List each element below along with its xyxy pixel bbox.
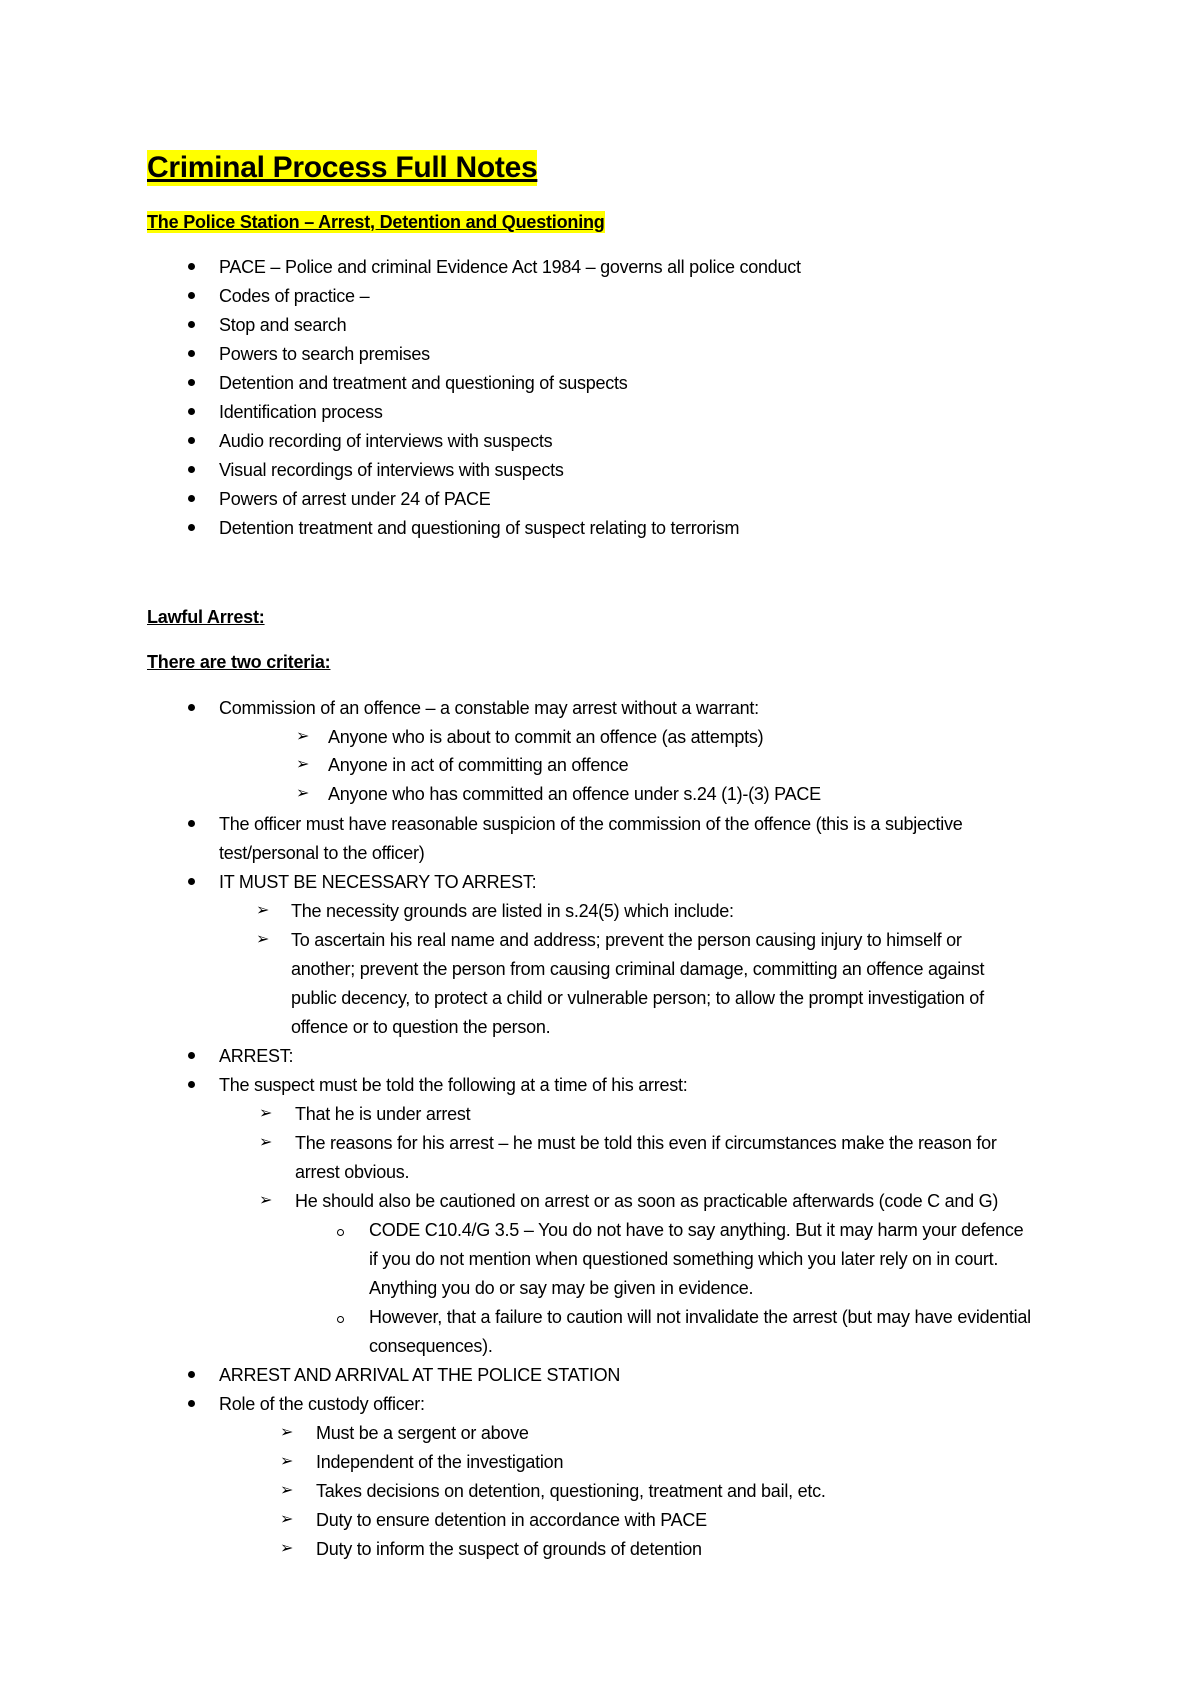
sub-list-item: Anyone who is about to commit an offence (as attempts) bbox=[328, 727, 764, 747]
bullet-icon bbox=[188, 820, 195, 827]
bullet-icon bbox=[188, 1371, 195, 1378]
bullet-icon bbox=[188, 495, 195, 502]
bullet-icon bbox=[188, 1081, 195, 1088]
sub-list-item: Duty to ensure detention in accordance with PACE bbox=[316, 1510, 707, 1530]
arrow-bullet-icon: ➢ bbox=[259, 1192, 273, 1209]
sub-list-item: The reasons for his arrest – he must be told this even if circumstances make the reason for bbox=[295, 1133, 997, 1153]
list-item: Stop and search bbox=[219, 315, 347, 335]
bullet-icon bbox=[188, 263, 195, 270]
list-item: The suspect must be told the following at a time of his arrest: bbox=[219, 1075, 688, 1095]
bullet-icon bbox=[188, 379, 195, 386]
list-item: Visual recordings of interviews with suspects bbox=[219, 460, 564, 480]
list-item: Identification process bbox=[219, 402, 383, 422]
sub-list-item-continuation: another; prevent the person from causing criminal damage, committing an offence against bbox=[291, 959, 985, 979]
sub-sub-list-item-continuation: if you do not mention when questioned something which you later rely on in court. bbox=[369, 1249, 999, 1269]
arrow-bullet-icon: ➢ bbox=[280, 1540, 294, 1557]
arrow-bullet-icon: ➢ bbox=[280, 1424, 294, 1441]
criteria-heading: There are two criteria: bbox=[147, 652, 331, 672]
bullet-icon bbox=[188, 524, 195, 531]
arrow-bullet-icon: ➢ bbox=[280, 1482, 294, 1499]
list-item: Codes of practice – bbox=[219, 286, 370, 306]
arrow-bullet-icon: ➢ bbox=[280, 1511, 294, 1528]
sub-list-item: That he is under arrest bbox=[295, 1104, 471, 1124]
list-item: ARREST AND ARRIVAL AT THE POLICE STATION bbox=[219, 1365, 621, 1385]
circle-bullet-icon bbox=[337, 1229, 344, 1236]
bullet-icon bbox=[188, 321, 195, 328]
arrow-bullet-icon: ➢ bbox=[259, 1105, 273, 1122]
sub-sub-list-item: However, that a failure to caution will not invalidate the arrest (but may have evidential bbox=[369, 1307, 1031, 1327]
arrow-bullet-icon: ➢ bbox=[259, 1134, 273, 1151]
sub-list-item: Anyone in act of committing an offence bbox=[328, 755, 629, 775]
list-item: Commission of an offence – a constable may arrest without a warrant: bbox=[219, 698, 759, 718]
sub-list-item-continuation: public decency, to protect a child or vulnerable person; to allow the prompt investigation of bbox=[291, 988, 984, 1008]
list-item: Powers to search premises bbox=[219, 344, 430, 364]
sub-list-item-continuation: arrest obvious. bbox=[295, 1162, 410, 1182]
sub-list-item: Must be a sergent or above bbox=[316, 1423, 529, 1443]
lawful-arrest-heading: Lawful Arrest: bbox=[147, 607, 265, 627]
sub-list-item: Duty to inform the suspect of grounds of detention bbox=[316, 1539, 702, 1559]
circle-bullet-icon bbox=[337, 1316, 344, 1323]
arrow-bullet-icon: ➢ bbox=[256, 931, 270, 948]
arrow-bullet-icon: ➢ bbox=[256, 902, 270, 919]
list-item: PACE – Police and criminal Evidence Act 1984 – governs all police conduct bbox=[219, 257, 801, 277]
sub-list-item-continuation: offence or to question the person. bbox=[291, 1017, 551, 1037]
bullet-icon bbox=[188, 408, 195, 415]
sub-list-item: To ascertain his real name and address; prevent the person causing injury to himself or bbox=[291, 930, 962, 950]
sub-list-item: The necessity grounds are listed in s.24(5) which include: bbox=[291, 901, 734, 921]
list-item: IT MUST BE NECESSARY TO ARREST: bbox=[219, 872, 537, 892]
sub-list-item: Takes decisions on detention, questioning, treatment and bail, etc. bbox=[316, 1481, 826, 1501]
bullet-icon bbox=[188, 1400, 195, 1407]
bullet-icon bbox=[188, 466, 195, 473]
bullet-icon bbox=[188, 878, 195, 885]
sub-list-item: He should also be cautioned on arrest or as soon as practicable afterwards (code C and G) bbox=[295, 1191, 999, 1211]
sub-list-item: Independent of the investigation bbox=[316, 1452, 564, 1472]
sub-sub-list-item-continuation: Anything you do or say may be given in evidence. bbox=[369, 1278, 754, 1298]
list-item: Detention and treatment and questioning of suspects bbox=[219, 373, 628, 393]
arrow-bullet-icon: ➢ bbox=[296, 728, 310, 745]
arrow-bullet-icon: ➢ bbox=[296, 756, 310, 773]
list-item: Role of the custody officer: bbox=[219, 1394, 425, 1414]
sub-sub-list-item-continuation: consequences). bbox=[369, 1336, 493, 1356]
list-item: ARREST: bbox=[219, 1046, 294, 1066]
list-item: Powers of arrest under 24 of PACE bbox=[219, 489, 491, 509]
arrow-bullet-icon: ➢ bbox=[296, 785, 310, 802]
sub-list-item: Anyone who has committed an offence under s.24 (1)-(3) PACE bbox=[328, 784, 821, 804]
bullet-icon bbox=[188, 350, 195, 357]
document-title: Criminal Process Full Notes bbox=[147, 151, 538, 184]
bullet-icon bbox=[188, 292, 195, 299]
list-item-continuation: test/personal to the officer) bbox=[219, 843, 425, 863]
sub-sub-list-item: CODE C10.4/G 3.5 – You do not have to say anything. But it may harm your defence bbox=[369, 1220, 1024, 1240]
section-subtitle: The Police Station – Arrest, Detention and Questioning bbox=[147, 212, 605, 232]
list-item: The officer must have reasonable suspicion of the commission of the offence (this is a subjective bbox=[219, 814, 963, 834]
list-item: Detention treatment and questioning of suspect relating to terrorism bbox=[219, 518, 740, 538]
arrow-bullet-icon: ➢ bbox=[280, 1453, 294, 1470]
list-item: Audio recording of interviews with suspects bbox=[219, 431, 553, 451]
bullet-icon bbox=[188, 437, 195, 444]
bullet-icon bbox=[188, 1052, 195, 1059]
bullet-icon bbox=[188, 704, 195, 711]
